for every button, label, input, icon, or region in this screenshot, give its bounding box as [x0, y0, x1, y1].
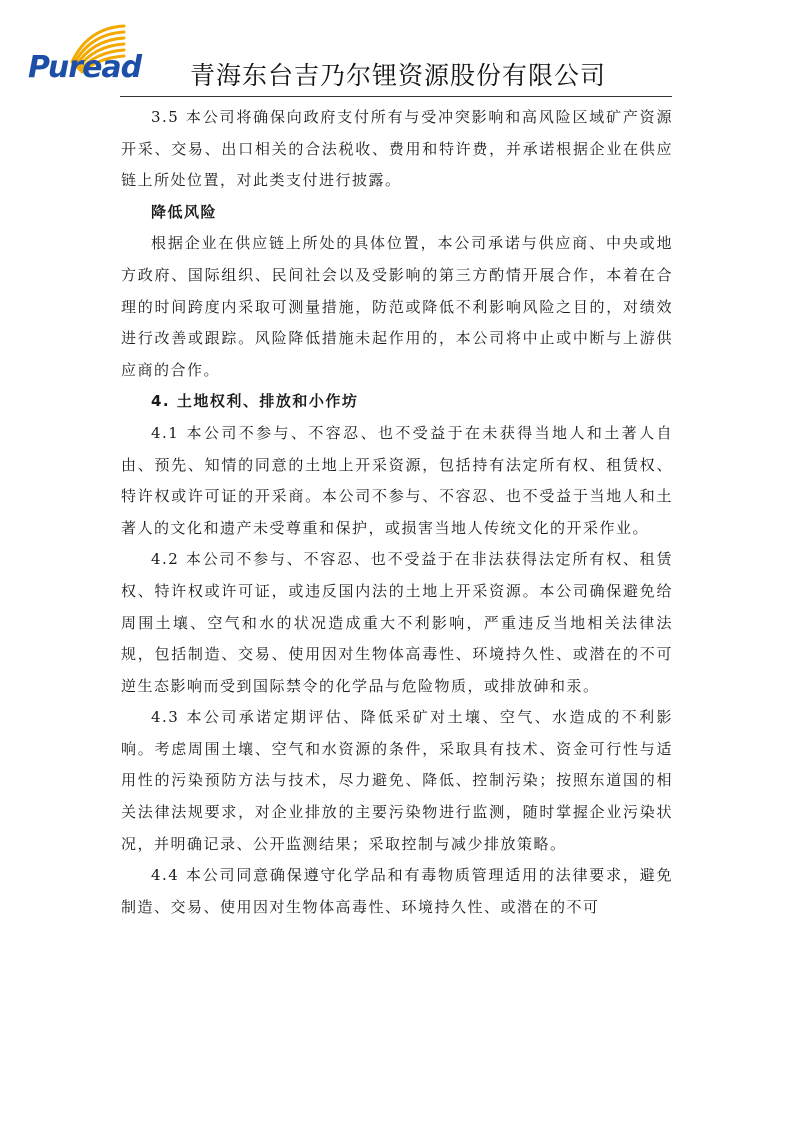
- page-header: [0, 0, 796, 100]
- paragraph-4-4: 4.4 本公司同意确保遵守化学品和有毒物质管理适用的法律要求，避免制造、交易、使用因对生物体高毒性、环境持久性、或潜在的不可: [121, 866, 673, 916]
- logo-text: Puread: [28, 50, 142, 85]
- paragraph-3-5: 3.5 本公司将确保向政府支付所有与受冲突影响和高风险区域矿产资源开采、交易、出口相关的合法税收、费用和特许费，并承诺根据企业在供应链上所处位置，对此类支付进行披露。: [121, 108, 673, 190]
- paragraph-risk-mitigation: 根据企业在供应链上所处的具体位置，本公司承诺与供应商、中央或地方政府、国际组织、民间社会以及受影响的第三方酌情开展合作，本着在合理的时间跨度内采取可测量措施，防范或降低不利影响风险之目的，对绩效进行改善或跟踪。风险降低措施未起作用的，本公司将中止或中断与上游供应商的合作。: [121, 234, 673, 379]
- document-body: [121, 102, 673, 923]
- header-divider: [120, 96, 672, 97]
- paragraph-4-1: 4.1 本公司不参与、不容忍、也不受益于在未获得当地人和土著人自由、预先、知情的同意的土地上开采资源，包括持有法定所有权、租赁权、特许权或许可证的开采商。本公司不参与、不容忍、也不受益于当地人和土著人的文化和遗产未受尊重和保护，或损害当地人传统文化的开采作业。: [121, 423, 673, 537]
- section-heading-4: 4. 土地权利、排放和小作坊: [151, 392, 359, 411]
- paragraph-4-2: 4.2 本公司不参与、不容忍、也不受益于在非法获得法定所有权、租赁权、特许权或许可证，或违反国内法的土地上开采资源。本公司确保避免给周围土壤、空气和水的状况造成重大不利影响，严重违反当地相关法律法规，包括制造、交易、使用因对生物体高毒性、环境持久性、或潜在的不可逆生态影响而受到国际禁令的化学品与危险物质，或排放砷和汞。: [121, 550, 673, 695]
- company-logo: [28, 22, 148, 84]
- company-name: 青海东台吉乃尔锂资源股份有限公司: [190, 61, 607, 90]
- section-heading-risk-mitigation: 降低风险: [151, 202, 218, 221]
- paragraph-4-3: 4.3 本公司承诺定期评估、降低采矿对土壤、空气、水造成的不利影响。考虑周围土壤、空气和水资源的条件，采取具有技术、资金可行性与适用性的污染预防方法与技术，尽力避免、降低、控制污染；按照东道国的相关法律法规要求，对企业排放的主要污染物进行监测，随时掌握企业污染状况，并明确记录、公开监测结果；采取控制与减少排放策略。: [121, 708, 673, 853]
